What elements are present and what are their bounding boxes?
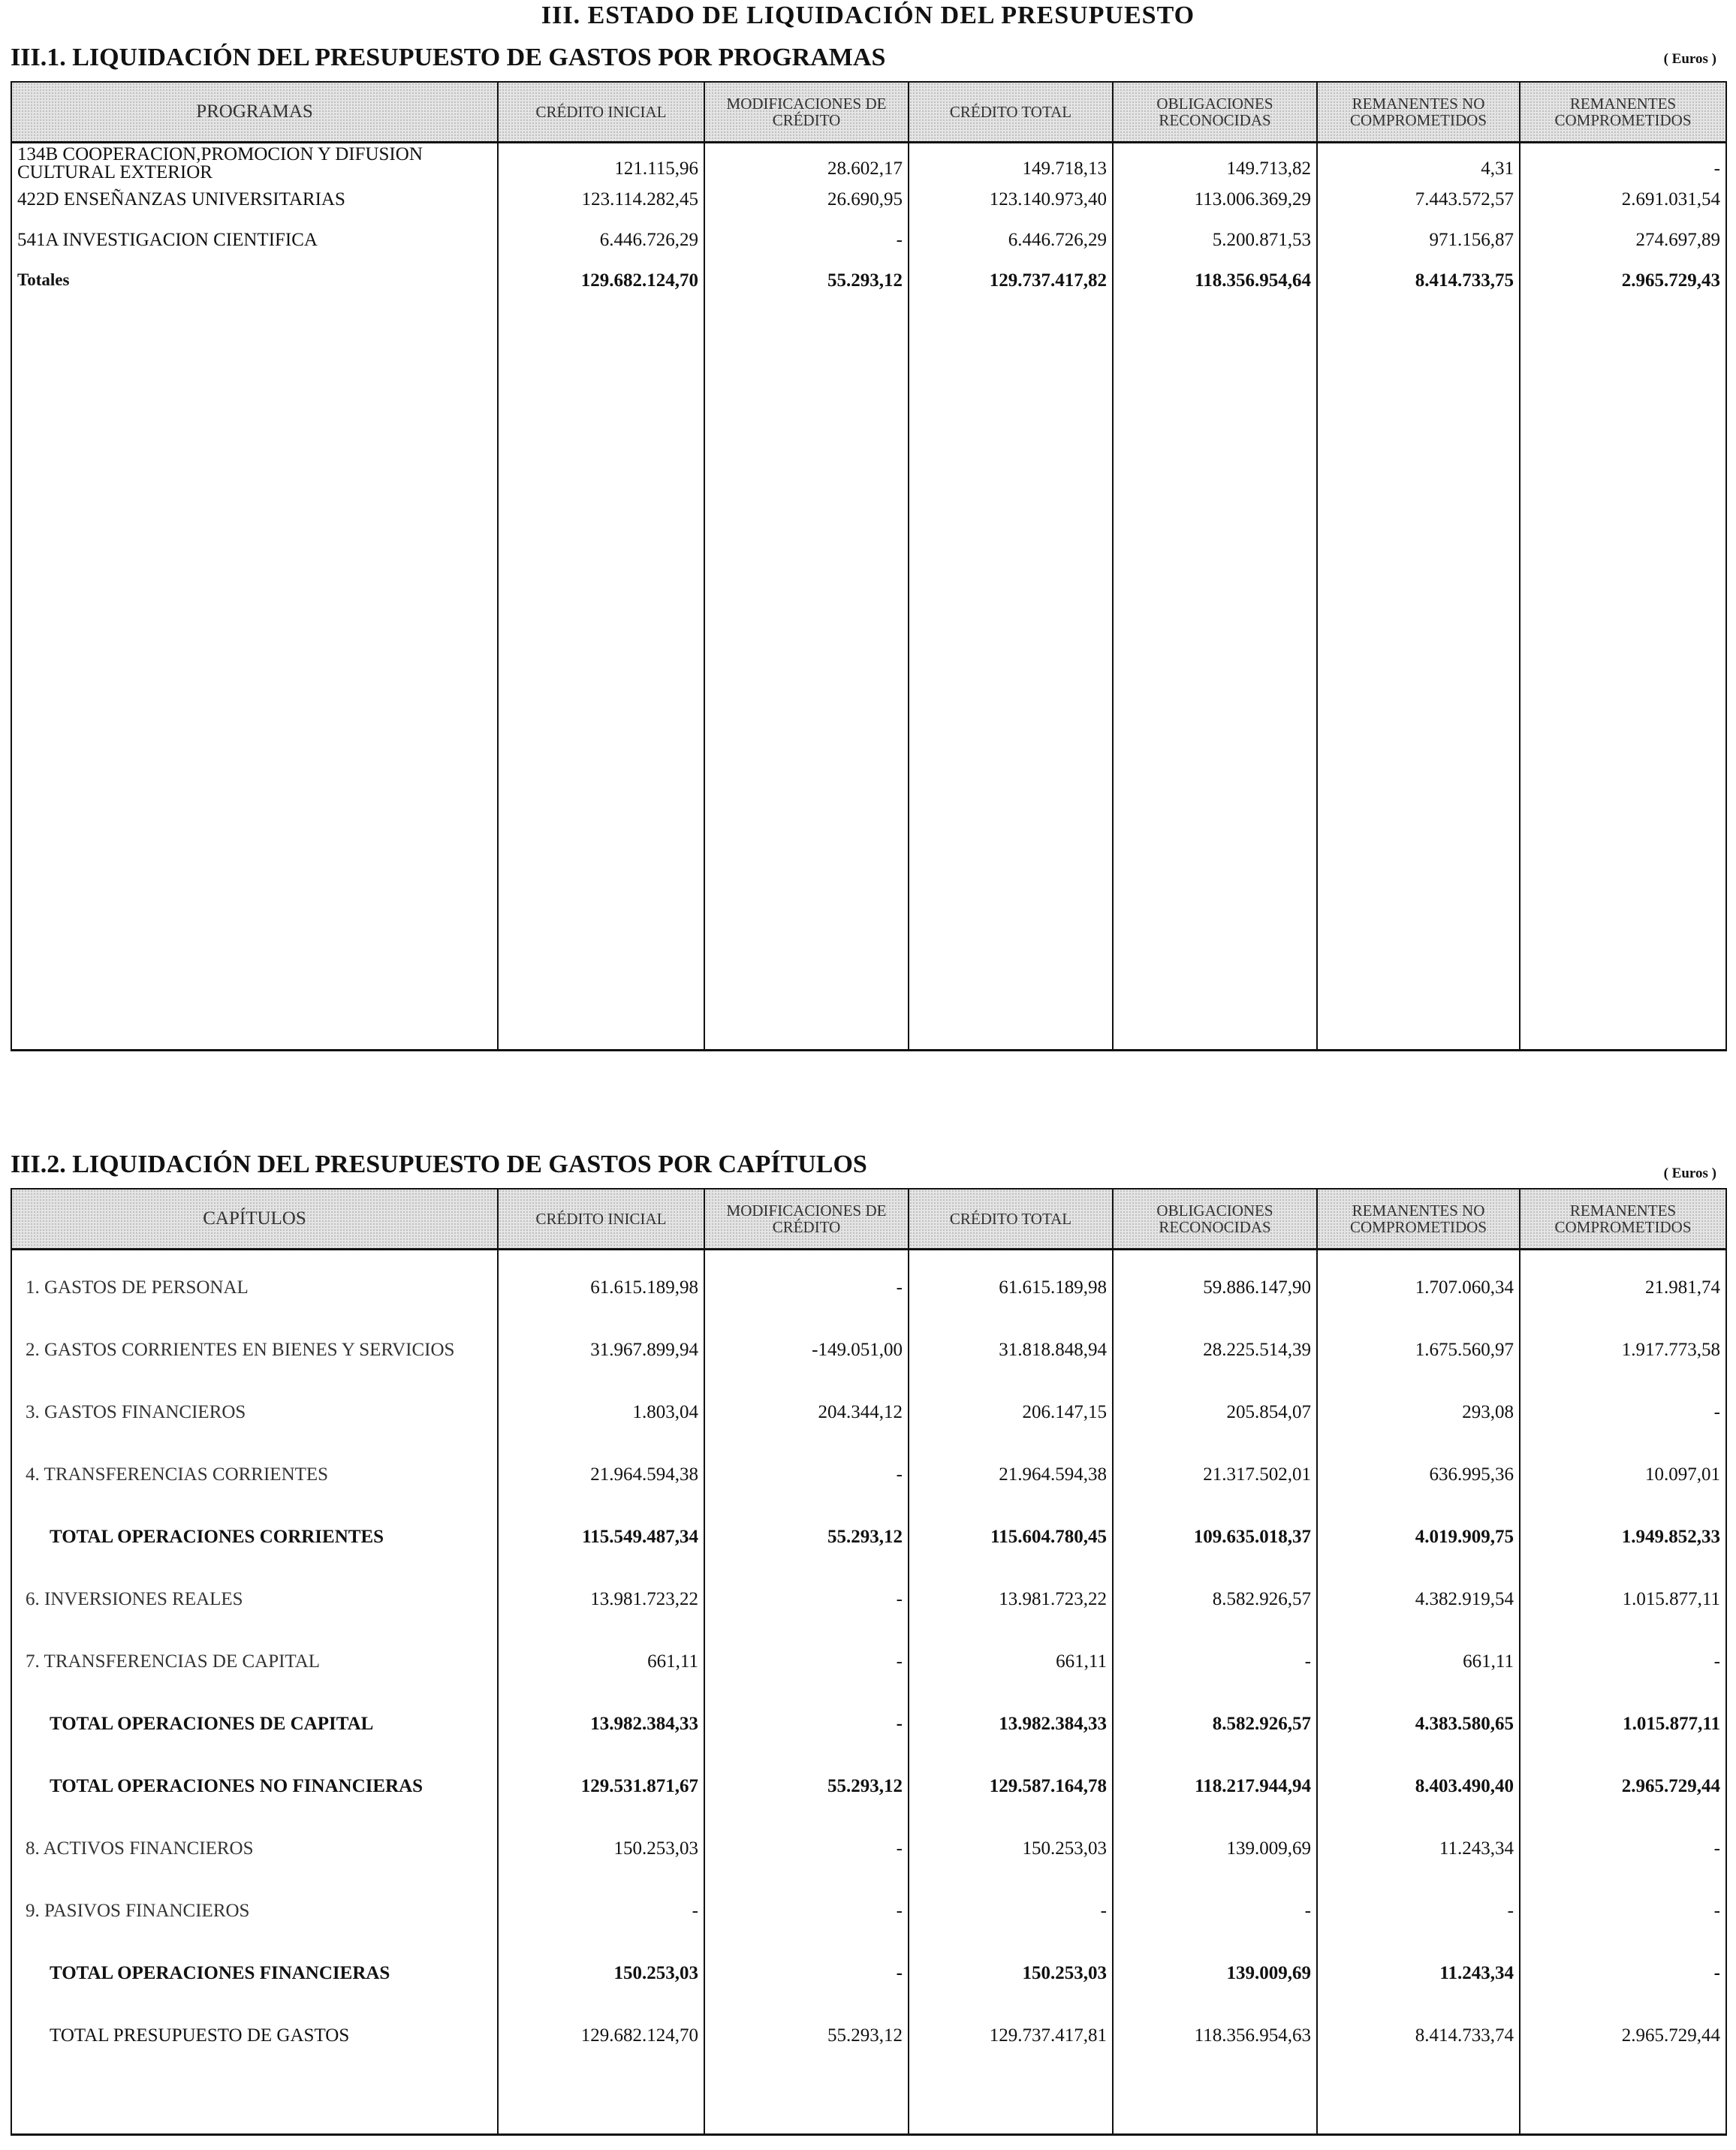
section-programas-title: III.1. LIQUIDACIÓN DEL PRESUPUESTO DE GASTOS POR PROGRAMAS <box>11 44 886 71</box>
cell-value: 31.818.848,94 <box>909 1319 1113 1381</box>
table-row <box>11 1568 1726 1630</box>
header-credito-inicial: CRÉDITO INICIAL <box>498 1189 704 1249</box>
row-label: 134B COOPERACION,PROMOCION Y DIFUSION CULTURAL EXTERIOR <box>11 142 498 182</box>
cell-value: 115.604.780,45 <box>909 1506 1113 1568</box>
cell-value: 4.383.580,65 <box>1317 1693 1520 1755</box>
cell-value: 129.682.124,70 <box>498 2004 704 2067</box>
cell-value: 150.253,03 <box>498 1817 704 1880</box>
row-label: 422D ENSEÑANZAS UNIVERSITARIAS <box>11 182 498 222</box>
header-remanentes-comprometidos: REMANENTES COMPROMETIDOS <box>1520 82 1726 142</box>
table-row <box>11 1880 1726 1942</box>
cell-value: 1.015.877,11 <box>1520 1693 1726 1755</box>
row-label: TOTAL OPERACIONES FINANCIERAS <box>11 1942 498 2004</box>
cell-value: - <box>498 1880 704 1942</box>
cell-value: 61.615.189,98 <box>498 1256 704 1319</box>
cell-value: 129.737.417,82 <box>909 263 1113 303</box>
cell-value: 59.886.147,90 <box>1113 1256 1317 1319</box>
header-modificaciones-credito: MODIFICACIONES DE CRÉDITO <box>704 82 909 142</box>
cell-value: 139.009,69 <box>1113 1817 1317 1880</box>
table-row <box>11 1256 1726 1319</box>
cell-value: 150.253,03 <box>909 1942 1113 2004</box>
cell-value: 55.293,12 <box>704 1506 909 1568</box>
cell-value: 8.414.733,75 <box>1317 263 1520 303</box>
table-row <box>11 1443 1726 1506</box>
cell-value: 149.713,82 <box>1113 142 1317 182</box>
header-modificaciones-credito: MODIFICACIONES DE CRÉDITO <box>704 1189 909 1249</box>
row-label: 3. GASTOS FINANCIEROS <box>11 1381 498 1443</box>
row-label: TOTAL OPERACIONES NO FINANCIERAS <box>11 1755 498 1817</box>
cell-value: - <box>704 1942 909 2004</box>
cell-value: 28.225.514,39 <box>1113 1319 1317 1381</box>
table-row <box>11 1817 1726 1880</box>
cell-value: - <box>1520 142 1726 182</box>
section-programas-units: ( Euros ) <box>1663 51 1716 67</box>
cell-value: 206.147,15 <box>909 1381 1113 1443</box>
cell-value: 13.982.384,33 <box>909 1693 1113 1755</box>
cell-value: 129.531.871,67 <box>498 1755 704 1817</box>
header-obligaciones-reconocidas: OBLIGACIONES RECONOCIDAS <box>1113 1189 1317 1249</box>
cell-value: -149.051,00 <box>704 1319 909 1381</box>
subtotal-row <box>11 1755 1726 1817</box>
cell-value: - <box>1520 1381 1726 1443</box>
cell-value: 118.356.954,63 <box>1113 2004 1317 2067</box>
cell-value: - <box>909 1880 1113 1942</box>
cell-value: 6.446.726,29 <box>498 222 704 263</box>
header-credito-inicial: CRÉDITO INICIAL <box>498 82 704 142</box>
cell-value: 5.200.871,53 <box>1113 222 1317 263</box>
cell-value: - <box>1520 1630 1726 1693</box>
cell-value: 1.803,04 <box>498 1381 704 1443</box>
table-row <box>11 142 1726 182</box>
cell-value: - <box>704 1568 909 1630</box>
cell-value: 13.982.384,33 <box>498 1693 704 1755</box>
cell-value: 661,11 <box>1317 1630 1520 1693</box>
table-row <box>11 1319 1726 1381</box>
subtotal-row <box>11 1506 1726 1568</box>
cell-value: - <box>704 222 909 263</box>
cell-value: 149.718,13 <box>909 142 1113 182</box>
row-label: 2. GASTOS CORRIENTES EN BIENES Y SERVICIOS <box>11 1319 498 1381</box>
section-capitulos-units: ( Euros ) <box>1663 1165 1716 1181</box>
cell-value: 55.293,12 <box>704 2004 909 2067</box>
header-remanentes-comprometidos: REMANENTES COMPROMETIDOS <box>1520 1189 1726 1249</box>
row-label: TOTAL OPERACIONES DE CAPITAL <box>11 1693 498 1755</box>
row-label: TOTAL OPERACIONES CORRIENTES <box>11 1506 498 1568</box>
cell-value: 293,08 <box>1317 1381 1520 1443</box>
cell-value: - <box>1113 1630 1317 1693</box>
cell-value: - <box>704 1443 909 1506</box>
row-label: 7. TRANSFERENCIAS DE CAPITAL <box>11 1630 498 1693</box>
cell-value: 129.737.417,81 <box>909 2004 1113 2067</box>
cell-value: - <box>1317 1880 1520 1942</box>
cell-value: 115.549.487,34 <box>498 1506 704 1568</box>
cell-value: - <box>704 1693 909 1755</box>
header-capitulos: CAPÍTULOS <box>11 1189 498 1249</box>
cell-value: - <box>1113 1880 1317 1942</box>
cell-value: 26.690,95 <box>704 182 909 222</box>
row-label: 1. GASTOS DE PERSONAL <box>11 1256 498 1319</box>
cell-value: 2.691.031,54 <box>1520 182 1726 222</box>
cell-value: 4,31 <box>1317 142 1520 182</box>
cell-value: 121.115,96 <box>498 142 704 182</box>
cell-value: 1.949.852,33 <box>1520 1506 1726 1568</box>
cell-value: 661,11 <box>498 1630 704 1693</box>
table-row <box>11 1630 1726 1693</box>
cell-value: 636.995,36 <box>1317 1443 1520 1506</box>
row-label: 4. TRANSFERENCIAS CORRIENTES <box>11 1443 498 1506</box>
cell-value: 7.443.572,57 <box>1317 182 1520 222</box>
row-label: 6. INVERSIONES REALES <box>11 1568 498 1630</box>
cell-value: 8.582.926,57 <box>1113 1568 1317 1630</box>
header-remanentes-no-comprometidos: REMANENTES NO COMPROMETIDOS <box>1317 1189 1520 1249</box>
cell-value: - <box>1520 1880 1726 1942</box>
cell-value: 109.635.018,37 <box>1113 1506 1317 1568</box>
cell-value: 6.446.726,29 <box>909 222 1113 263</box>
cell-value: - <box>704 1630 909 1693</box>
cell-value: 11.243,34 <box>1317 1817 1520 1880</box>
header-obligaciones-reconocidas: OBLIGACIONES RECONOCIDAS <box>1113 82 1317 142</box>
row-label: 541A INVESTIGACION CIENTIFICA <box>11 222 498 263</box>
header-credito-total: CRÉDITO TOTAL <box>909 82 1113 142</box>
cell-value: 28.602,17 <box>704 142 909 182</box>
cell-value: 118.217.944,94 <box>1113 1755 1317 1817</box>
row-label: TOTAL PRESUPUESTO DE GASTOS <box>11 2004 498 2067</box>
cell-value: 13.981.723,22 <box>498 1568 704 1630</box>
cell-value: 150.253,03 <box>909 1817 1113 1880</box>
cell-value: - <box>704 1880 909 1942</box>
cell-value: 113.006.369,29 <box>1113 182 1317 222</box>
section-capitulos-title: III.2. LIQUIDACIÓN DEL PRESUPUESTO DE GASTOS POR CAPÍTULOS <box>11 1150 867 1178</box>
cell-value: - <box>1520 1817 1726 1880</box>
cell-value: 971.156,87 <box>1317 222 1520 263</box>
header-programas: PROGRAMAS <box>11 82 498 142</box>
document-title: III. ESTADO DE LIQUIDACIÓN DEL PRESUPUESTO <box>541 2 1195 29</box>
cell-value: 61.615.189,98 <box>909 1256 1113 1319</box>
cell-value: 8.403.490,40 <box>1317 1755 1520 1817</box>
subtotal-row <box>11 1942 1726 2004</box>
header-credito-total: CRÉDITO TOTAL <box>909 1189 1113 1249</box>
cell-value: 129.682.124,70 <box>498 263 704 303</box>
programas-table <box>11 81 1727 1051</box>
capitulos-table <box>11 1188 1727 2136</box>
cell-value: 1.917.773,58 <box>1520 1319 1726 1381</box>
cell-value: 129.587.164,78 <box>909 1755 1113 1817</box>
cell-value: 1.675.560,97 <box>1317 1319 1520 1381</box>
cell-value: 2.965.729,43 <box>1520 263 1726 303</box>
table-row <box>11 222 1726 263</box>
cell-value: 31.967.899,94 <box>498 1319 704 1381</box>
table-row <box>11 1381 1726 1443</box>
cell-value: - <box>704 1256 909 1319</box>
table-row <box>11 182 1726 222</box>
cell-value: 21.317.502,01 <box>1113 1443 1317 1506</box>
cell-value: 150.253,03 <box>498 1942 704 2004</box>
cell-value: 2.965.729,44 <box>1520 1755 1726 1817</box>
cell-value: 118.356.954,64 <box>1113 263 1317 303</box>
header-remanentes-no-comprometidos: REMANENTES NO COMPROMETIDOS <box>1317 82 1520 142</box>
cell-value: 8.582.926,57 <box>1113 1693 1317 1755</box>
row-label: Totales <box>11 263 498 303</box>
cell-value: 21.981,74 <box>1520 1256 1726 1319</box>
cell-value: 10.097,01 <box>1520 1443 1726 1506</box>
cell-value: 8.414.733,74 <box>1317 2004 1520 2067</box>
cell-value: 274.697,89 <box>1520 222 1726 263</box>
cell-value: - <box>1520 1942 1726 2004</box>
cell-value: 21.964.594,38 <box>909 1443 1113 1506</box>
cell-value: - <box>704 1817 909 1880</box>
row-label: 9. PASIVOS FINANCIEROS <box>11 1880 498 1942</box>
cell-value: 204.344,12 <box>704 1381 909 1443</box>
cell-value: 13.981.723,22 <box>909 1568 1113 1630</box>
cell-value: 11.243,34 <box>1317 1942 1520 2004</box>
grand-total-row <box>11 2004 1726 2067</box>
table-filler-row <box>11 2067 1726 2134</box>
row-label: 8. ACTIVOS FINANCIEROS <box>11 1817 498 1880</box>
subtotal-row <box>11 1693 1726 1755</box>
cell-value: 123.140.973,40 <box>909 182 1113 222</box>
cell-value: 1.015.877,11 <box>1520 1568 1726 1630</box>
cell-value: 205.854,07 <box>1113 1381 1317 1443</box>
cell-value: 55.293,12 <box>704 263 909 303</box>
cell-value: 123.114.282,45 <box>498 182 704 222</box>
cell-value: 661,11 <box>909 1630 1113 1693</box>
cell-value: 1.707.060,34 <box>1317 1256 1520 1319</box>
cell-value: 55.293,12 <box>704 1755 909 1817</box>
table-filler-row <box>11 303 1726 1050</box>
cell-value: 139.009,69 <box>1113 1942 1317 2004</box>
cell-value: 4.382.919,54 <box>1317 1568 1520 1630</box>
cell-value: 21.964.594,38 <box>498 1443 704 1506</box>
cell-value: 4.019.909,75 <box>1317 1506 1520 1568</box>
totals-row <box>11 263 1726 303</box>
cell-value: 2.965.729,44 <box>1520 2004 1726 2067</box>
